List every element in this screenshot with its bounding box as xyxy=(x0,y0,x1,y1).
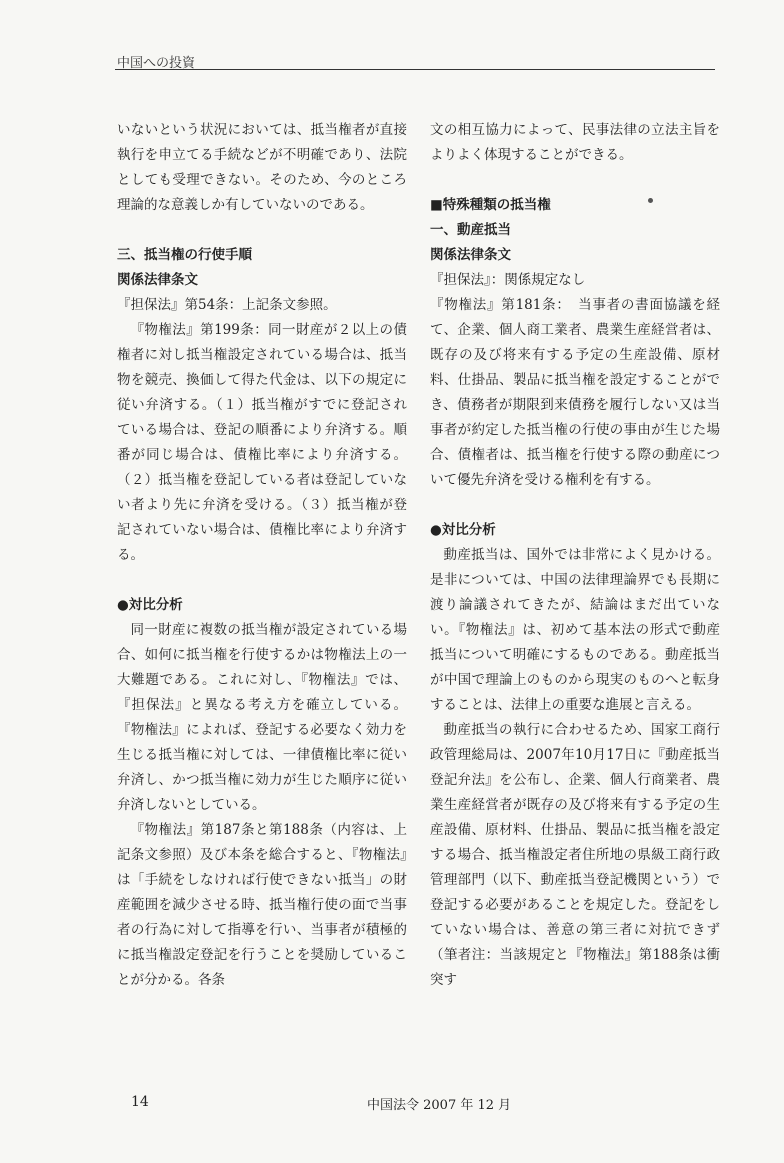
paragraph: 『物権法』第187条と第188条（内容は、上記条文参照）及び本条を総合すると、『物権法』は「手続をしなければ行使できない抵当」の財産範囲を減少させる時、抵当権行使の面で当事者の行為に対して指導を行い、当事者が積極的に抵当権設定登記を行うことを奨励していることが分かる。各条 xyxy=(117,822,407,988)
running-head: 中国への投資 xyxy=(117,56,196,71)
paragraph: 動産抵当の執行に合わせるため、国家工商行政管理総局は、2007年10月17日に『動産抵当登記弁法』を公布し、企業、個人行商業者、農業生産経営者が既存の及び将来有する予定の生産設備、原材料、仕掛品、製品に抵当権を設定する場合、抵当権設定者住所地の県級工商行政管理部門（以下、動産抵当登記機関という）で登記する必要があることを規定した。登記をしていない場合は、善意の第三者に対抗できず（筆者注：当該規定と『物権法』第188条は衝突す xyxy=(430,722,720,988)
subsection-heading: 一、動産抵当 xyxy=(430,222,511,238)
analysis-heading: ●対比分析 xyxy=(430,522,496,538)
law-citation: 『物権法』第181条： 当事者の書面協議を経て、企業、個人商工業者、農業生産経営者は、既存の及び将来有する予定の生産設備、原材料、仕掛品、製品に抵当権を設定することができ、債務者が期限到来債務を履行しない又は当事者が約定した抵当権の行使の事由が生じた場合、債権者は、抵当権を行使する際の動産について優先弁済を受ける権利を有する。 xyxy=(430,297,720,488)
paragraph: 動産抵当は、国外では非常によく見かける。是非については、中国の法律理論界でも長期に渡り論議されてきたが、結論はまだ出ていない。『物権法』は、初めて基本法の形式で動産抵当について明確にするものである。動産抵当が中国で理論上のものから現実のものへと転身することは、法律上の重要な進展と言える。 xyxy=(430,547,720,713)
section-heading: 三、抵当権の行使手順 xyxy=(117,247,252,263)
analysis-heading: ●対比分析 xyxy=(117,597,183,613)
footer-publication: 中国法令 2007 年 12 月 xyxy=(367,1098,512,1113)
page-number: 14 xyxy=(131,1094,149,1110)
law-citation: 『担保法』第54条：上記条文参照。 xyxy=(117,297,337,313)
section-heading: ■特殊種類の抵当権 xyxy=(430,197,551,213)
paragraph: 同一財産に複数の抵当権が設定されている場合、如何に抵当権を行使するかは物権法上の一大難題である。これに対し、『物権法』では、『担保法』と異なる考え方を確立している。『物権法』によれば、登記する必要なく効力を生じる抵当権に対しては、一律債権比率に従い弁済し、かつ抵当権に効力が生じた順序に従い弁済しないとしている。 xyxy=(117,622,407,813)
left-column xyxy=(117,118,407,993)
subheading-laws: 関係法律条文 xyxy=(430,247,511,263)
law-citation: 『担保法』：関係規定なし xyxy=(430,272,586,288)
paragraph: いないという状況においては、抵当権者が直接執行を申立てる手続などが不明確であり、法院としても受理できない。そのため、今のところ理論的な意義しか有していないのである。 xyxy=(117,122,407,213)
subheading-laws: 関係法律条文 xyxy=(117,272,198,288)
law-citation: 『物権法』第199条：同一財産が２以上の債権者に対し抵当権設定されている場合は、抵当物を競売、換価して得た代金は、以下の規定に従い弁済する。（１）抵当権がすでに登記されている場合は、登記の順番により弁済する。順番が同じ場合は、債権比率により弁済する。（２）抵当権を登記している者は登記していない者より先に弁済を受ける。（３）抵当権が登記されていない場合は、債権比率により弁済する。 xyxy=(117,322,407,563)
header-rule xyxy=(115,69,715,70)
right-column xyxy=(430,118,720,993)
paragraph: 文の相互協力によって、民事法律の立法主旨をよりよく体現することができる。 xyxy=(430,122,720,163)
